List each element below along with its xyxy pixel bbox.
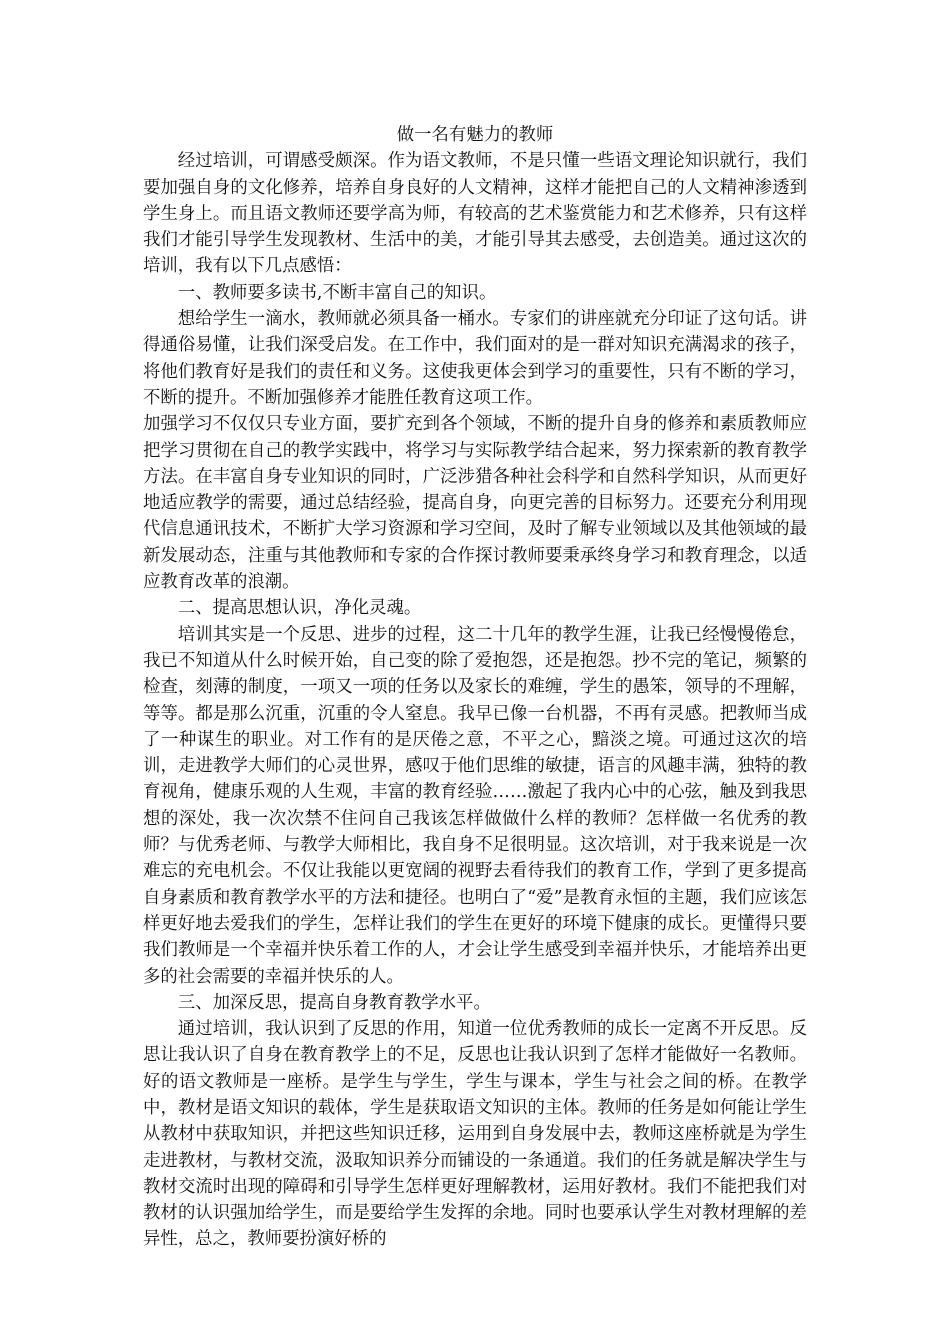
section-heading-3: 三、加深反思，提高自身教育教学水平。 [177,992,491,1013]
section-heading-1: 一、教师要多读书,不断丰富自己的知识。 [177,282,497,303]
section-heading-2: 二、提高思想认识，净化灵魂。 [177,598,422,619]
paragraph-intro: 经过培训，可谓感受颇深。作为语文教师，不是只懂一些语文理论知识就行，我们要加强自身的文化修养，培养自身良好的人文精神，这样才能把自己的人文精神渗透到学生身上。而且语文教师还要学高为师，有较高的艺术鉴赏能力和艺术修养，只有这样我们才能引导学生发现教材、生活中的美，才能引导其去感受，去创造美。通过这次的培训，我有以下几点感悟： [143,151,807,277]
document-page [143,122,807,1253]
paragraph-learning: 加强学习不仅仅只专业方面，要扩充到各个领域，不断的提升自身的修养和素质教师应把学习贯彻在自己的教学实践中，将学习与实际教学结合起来，努力探索新的教育教学方法。在丰富自身专业知识的同时，广泛涉猎各种社会科学和自然科学知识，从而更好地适应教学的需要，通过总结经验，提高自身，向更完善的目标努力。还要充分利用现代信息通讯技术，不断扩大学习资源和学习空间，及时了解专业领域以及其他领域的最新发展动态，注重与其他教师和专家的合作探讨教师要秉承终身学习和教育理念，以适应教育改革的浪潮。 [143,414,807,593]
paragraph-reading: 想给学生一滴水，教师就必须具备一桶水。专家们的讲座就充分印证了这句话。讲得通俗易懂，让我们深受启发。在工作中，我们面对的是一群对知识充满渴求的孩子，将他们教育好是我们的责任和义务。这使我更体会到学习的重要性，只有不断的学习，不断的提升。不断加强修养才能胜任教育这项工作。 [143,309,807,408]
paragraph-reflection-growth: 培训其实是一个反思、进步的过程，这二十几年的教学生涯，让我已经慢慢倦怠，我已不知道从什么时候开始，自己变的除了爱抱怨，还是抱怨。抄不完的笔记，频繁的检查，刻薄的制度，一项又一项的任务以及家长的难缠，学生的愚笨，领导的不理解，等等。都是那么沉重，沉重的令人窒息。我早已像一台机器，不再有灵感。把教师当成了一种谋生的职业。对工作有的是厌倦之意，不平之心，黯淡之境。可通过这次的培训，走进教学大师们的心灵世界，感叹于他们思维的敏捷，语言的风趣丰满，独特的教育视角，健康乐观的人生观，丰富的教育经验……激起了我内心中的心弦，触及到我思想的深处，我一次次禁不住问自己我该怎样做做什么样的教师？怎样做一名优秀的教师？与优秀老师、与教学大师相比，我自身不足很明显。这次培训，对于我来说是一次难忘的充电机会。不仅让我能以更宽阔的视野去看待我们的教育工作，学到了更多提高自身素质和教育教学水平的方法和捷径。也明白了“爱”是教育永恒的主题，我们应该怎样更好地去爱我们的学生，怎样让我们的学生在更好的环境下健康的成长。更懂得只要我们教师是一个幸福并快乐着工作的人，才会让学生感受到幸福并快乐，才能培养出更多的社会需要的幸福并快乐的人。 [143,624,807,987]
paragraph-bridge: 通过培训，我认识到了反思的作用，知道一位优秀教师的成长一定离不开反思。反思让我认识了自身在教育教学上的不足，反思也让我认识到了怎样才能做好一名教师。好的语文教师是一座桥。是学生与学生，学生与课本，学生与社会之间的桥。在教学中，教材是语文知识的载体，学生是获取语文知识的主体。教师的任务是如何能让学生从教材中获取知识，并把这些知识迁移，运用到自身发展中去，教师这座桥就是为学生走进教材，与教材交流，汲取知识养分而铺设的一条通道。我们的任务就是解决学生与教材交流时出现的障碍和引导学生怎样更好理解教材，运用好教材。我们不能把我们对教材的认识强加给学生，而是要给学生发挥的余地。同时也要承认学生对教材理解的差异性，总之，教师要扮演好桥的 [143,1019,807,1250]
document-title: 做一名有魅力的教师 [396,125,554,145]
